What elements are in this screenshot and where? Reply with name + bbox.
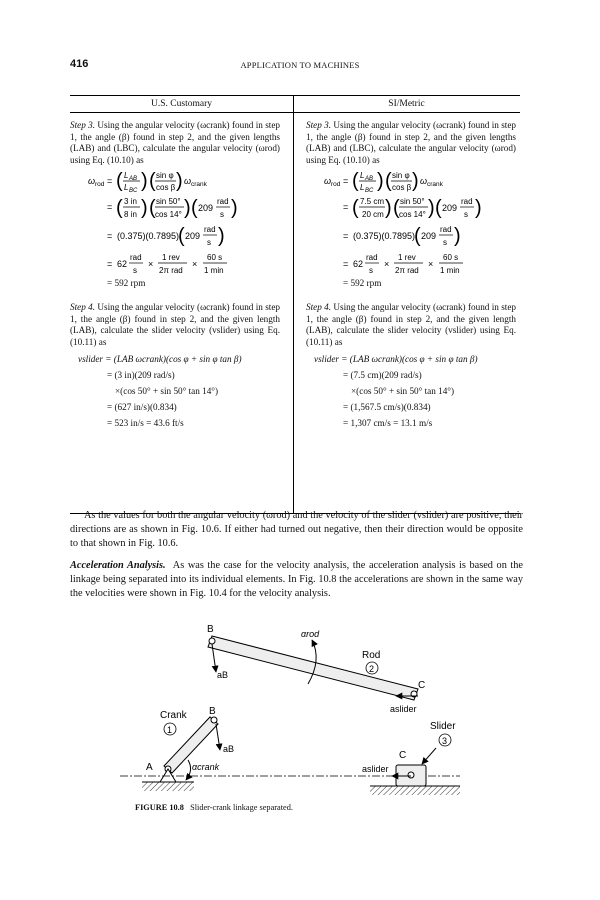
- si-eq2-render: [306, 194, 516, 222]
- svg-text:): ): [454, 225, 461, 247]
- svg-text:(: (: [393, 197, 400, 219]
- svg-text:): ): [412, 170, 419, 192]
- svg-text:cos β: cos β: [156, 183, 176, 192]
- rod-element: [208, 636, 418, 700]
- ab-arrow-crank: [216, 724, 220, 750]
- svg-text:209: 209: [198, 203, 214, 213]
- svg-text:s: s: [369, 266, 373, 275]
- svg-text:=: =: [343, 176, 349, 186]
- si-eq6: vslider = (LAB ωcrank)(cos φ + sin φ tan β): [314, 354, 478, 364]
- si-eq4-render: [306, 250, 516, 276]
- svg-text:(: (: [116, 170, 123, 192]
- pin-b-crank: [211, 717, 217, 723]
- svg-text:62: 62: [117, 259, 128, 269]
- calculation-table: [70, 95, 520, 514]
- svg-text:s: s: [443, 238, 447, 247]
- si-step4: [306, 302, 516, 348]
- si-eq1: [306, 172, 516, 196]
- si-step4-text: Using the angular velocity (ωcrank) found in step 1, the angle (β) found in step 2, and the given length (LAB), calculate the slider velocity (vslider) using Eq. (10.11) as: [306, 302, 516, 347]
- si-eq4: [306, 252, 516, 278]
- section-heading: Acceleration Analysis.: [70, 560, 166, 571]
- svg-text:crank: crank: [427, 181, 443, 188]
- us-step3: [70, 120, 280, 166]
- svg-text:(: (: [149, 170, 156, 192]
- svg-text:1 min: 1 min: [204, 266, 224, 275]
- svg-text:cos 14°: cos 14°: [399, 210, 426, 219]
- us-eq9: = (627 in/s)(0.834): [107, 402, 177, 412]
- svg-text:): ): [475, 197, 482, 219]
- svg-text:sin 50°: sin 50°: [400, 197, 425, 206]
- svg-text:s: s: [133, 266, 137, 275]
- svg-text:=: =: [107, 176, 113, 186]
- label-alpha-rod: αrod: [301, 629, 320, 639]
- svg-text:ω: ω: [184, 176, 192, 186]
- svg-text:(: (: [414, 225, 421, 247]
- svg-text:(: (: [352, 170, 359, 192]
- svg-text:(: (: [191, 197, 198, 219]
- svg-text:rod: rod: [95, 181, 105, 188]
- svg-text:rad: rad: [130, 253, 142, 262]
- us-eq4-render: [70, 250, 280, 276]
- svg-text:): ): [231, 197, 238, 219]
- svg-text:(0.375)(0.7895): (0.375)(0.7895): [353, 231, 416, 241]
- svg-text:rad: rad: [461, 197, 473, 206]
- svg-text:=: =: [343, 259, 349, 269]
- acceleration-text: As was the case for the velocity analysis, the acceleration analysis is based on the linkage being separated into its individual elements. In Fig. 10.8 the accelerations are shown in the same way the velocities were shown in Fig. 10.4 for the velocity analysis.: [70, 560, 524, 599]
- svg-text:): ): [141, 197, 148, 219]
- svg-text:): ): [428, 197, 435, 219]
- label-rod: Rod: [362, 650, 381, 661]
- svg-text:62: 62: [353, 259, 364, 269]
- svg-text:×: ×: [428, 259, 434, 269]
- label-c-top: C: [418, 680, 426, 691]
- us-eq4: [70, 252, 280, 278]
- label-ab-crank: aB: [223, 744, 235, 754]
- svg-text:sin 50°: sin 50°: [156, 197, 181, 206]
- label-b-top: B: [207, 624, 214, 635]
- svg-text:s: s: [207, 238, 211, 247]
- paragraph-acceleration: [70, 559, 523, 601]
- label-slider: Slider: [430, 721, 456, 732]
- svg-text:209: 209: [185, 231, 201, 241]
- paragraph-signs: As the values for both the angular velocity (ωrod) and the velocity of the slider (vslider) are positive, their directions are as shown in Fig. 10.6. If either had turned out negative, then their direction would be opposite to that shown in Fig. 10.6.: [70, 510, 523, 549]
- svg-text:ω: ω: [88, 176, 96, 186]
- us-step3-label: Step 3.: [70, 120, 96, 130]
- label-b-crank: B: [209, 706, 216, 717]
- caption-label: FIGURE 10.8: [135, 803, 184, 812]
- us-eq3-render: [70, 222, 280, 250]
- svg-text:sin φ: sin φ: [392, 171, 410, 180]
- si-step3: [306, 120, 516, 166]
- svg-text:L: L: [360, 183, 365, 192]
- svg-text:(: (: [116, 197, 123, 219]
- label-ab-top: aB: [217, 670, 229, 680]
- ground-hatch-a: [142, 782, 194, 791]
- si-eq8: ×(cos 50° + sin 50° tan 14°): [351, 386, 455, 396]
- svg-text:(: (: [385, 170, 392, 192]
- svg-text:): ): [184, 197, 191, 219]
- linkage-figure: [100, 620, 500, 800]
- svg-text:8 in: 8 in: [124, 210, 137, 219]
- ground-hatch-slider: [370, 786, 460, 795]
- svg-text:AB: AB: [365, 176, 374, 182]
- svg-text:): ): [377, 170, 384, 192]
- si-eq7: = (7.5 cm)(209 rad/s): [343, 370, 422, 380]
- col-head-us: U.S. Customary: [151, 99, 212, 109]
- svg-text:s: s: [464, 210, 468, 219]
- label-a-slider-top: aslider: [390, 704, 417, 714]
- us-column: [70, 120, 280, 434]
- label-a: A: [146, 762, 153, 773]
- us-eq1-render: [70, 168, 280, 194]
- svg-text:cos 14°: cos 14°: [155, 210, 182, 219]
- label-alpha-crank: αcrank: [192, 762, 220, 772]
- svg-text:(: (: [435, 197, 442, 219]
- svg-text:=: =: [343, 231, 349, 241]
- us-eq2: [70, 196, 280, 224]
- si-eq9: = (1,567.5 cm/s)(0.834): [343, 402, 431, 412]
- svg-text:×: ×: [384, 259, 390, 269]
- si-eq2: [306, 196, 516, 224]
- label-c-slider: C: [399, 750, 407, 761]
- svg-text:rad: rad: [366, 253, 378, 262]
- label-crank: Crank: [160, 710, 187, 721]
- svg-text:L: L: [124, 171, 129, 180]
- si-eq3-render: [306, 222, 516, 250]
- svg-text:): ): [385, 197, 392, 219]
- svg-text:1 min: 1 min: [440, 266, 460, 275]
- svg-text:(: (: [352, 197, 359, 219]
- us-eq7: = (3 in)(209 rad/s): [107, 370, 175, 380]
- si-step4-label: Step 4.: [306, 302, 332, 312]
- slider-leader: [422, 748, 436, 764]
- si-step3-label: Step 3.: [306, 120, 332, 130]
- svg-text:(0.375)(0.7895): (0.375)(0.7895): [117, 231, 180, 241]
- caption-text: Slider-crank linkage separated.: [190, 803, 293, 812]
- us-eq2-render: [70, 194, 280, 222]
- svg-text:20 cm: 20 cm: [362, 210, 384, 219]
- us-eq1: [70, 172, 280, 196]
- si-eq5: = 592 rpm: [343, 278, 382, 288]
- svg-text:): ): [218, 225, 225, 247]
- svg-text:rad: rad: [440, 225, 452, 234]
- pin-c-slider: [408, 772, 414, 778]
- svg-text:=: =: [107, 202, 113, 212]
- label-a-slider-bottom: aslider: [362, 764, 389, 774]
- svg-text:crank: crank: [191, 181, 207, 188]
- svg-text:cos β: cos β: [392, 183, 412, 192]
- svg-text:s: s: [220, 210, 224, 219]
- svg-text:60 s: 60 s: [207, 253, 223, 262]
- us-step4-label: Step 4.: [70, 302, 96, 312]
- svg-text:=: =: [107, 231, 113, 241]
- svg-text:7.5 cm: 7.5 cm: [360, 197, 385, 206]
- label-rod-num: 2: [369, 664, 375, 674]
- svg-text:sin φ: sin φ: [156, 171, 174, 180]
- svg-text:rad: rad: [204, 225, 216, 234]
- label-slider-num: 3: [442, 736, 448, 746]
- svg-text:1 rev: 1 rev: [398, 253, 416, 262]
- svg-text:ω: ω: [324, 176, 332, 186]
- svg-text:2π rad: 2π rad: [395, 266, 419, 275]
- si-eq10: = 1,307 cm/s = 13.1 m/s: [343, 418, 433, 428]
- svg-text:BC: BC: [365, 188, 374, 194]
- us-step4-text: Using the angular velocity (ωcrank) found in step 1, the angle (β) found in step 2, and the given length (LAB), calculate the slider velocity (vslider) using Eq. (10.11) as: [70, 302, 280, 347]
- col-head-si: SI/Metric: [388, 99, 425, 109]
- si-eq3: [306, 224, 516, 252]
- running-header: APPLICATION TO MACHINES: [240, 60, 360, 70]
- us-step3-text: Using the angular velocity (ωcrank) found in step 1, the angle (β) found in step 2, and the given lengths (LAB) and (LBC), calculate the angular velocity (ωrod) using Eq. (10.10) as: [70, 120, 280, 165]
- us-eq6: vslider = (LAB ωcrank)(cos φ + sin φ tan β): [78, 354, 242, 364]
- svg-text:): ): [141, 170, 148, 192]
- si-eq1-render: [306, 168, 516, 194]
- us-eq5: = 592 rpm: [107, 278, 146, 288]
- svg-text:BC: BC: [129, 188, 138, 194]
- figure-caption: [135, 803, 293, 812]
- si-step3-text: Using the angular velocity (ωcrank) found in step 1, the angle (β) found in step 2, and the given lengths (LAB) and (LBC), calculate the angular velocity (ωrod) using Eq. (10.10) as: [306, 120, 516, 165]
- svg-text:(: (: [149, 197, 156, 219]
- alpha-crank-arrow: [186, 760, 191, 780]
- svg-text:): ): [176, 170, 183, 192]
- svg-text:AB: AB: [129, 176, 138, 182]
- svg-text:60 s: 60 s: [443, 253, 459, 262]
- us-eq8: ×(cos 50° + sin 50° tan 14°): [115, 386, 219, 396]
- svg-text:1 rev: 1 rev: [162, 253, 180, 262]
- svg-text:2π rad: 2π rad: [159, 266, 183, 275]
- svg-text:209: 209: [421, 231, 437, 241]
- svg-text:×: ×: [192, 259, 198, 269]
- label-crank-num: 1: [167, 725, 173, 735]
- svg-text:209: 209: [442, 203, 458, 213]
- svg-text:rod: rod: [331, 181, 341, 188]
- us-eq3: [70, 224, 280, 252]
- si-column: [306, 120, 516, 434]
- svg-text:L: L: [124, 183, 129, 192]
- svg-text:rad: rad: [217, 197, 229, 206]
- svg-text:L: L: [360, 171, 365, 180]
- svg-text:ω: ω: [420, 176, 428, 186]
- svg-text:×: ×: [148, 259, 154, 269]
- page-number: 416: [70, 58, 89, 70]
- svg-text:=: =: [343, 202, 349, 212]
- svg-text:=: =: [107, 259, 113, 269]
- svg-text:(: (: [178, 225, 185, 247]
- svg-text:3 in: 3 in: [124, 197, 137, 206]
- header-rule: [70, 112, 520, 113]
- pin-b-rod: [209, 638, 215, 644]
- us-eq10: = 523 in/s = 43.6 ft/s: [107, 418, 184, 428]
- us-step4: [70, 302, 280, 348]
- column-divider: [293, 96, 294, 513]
